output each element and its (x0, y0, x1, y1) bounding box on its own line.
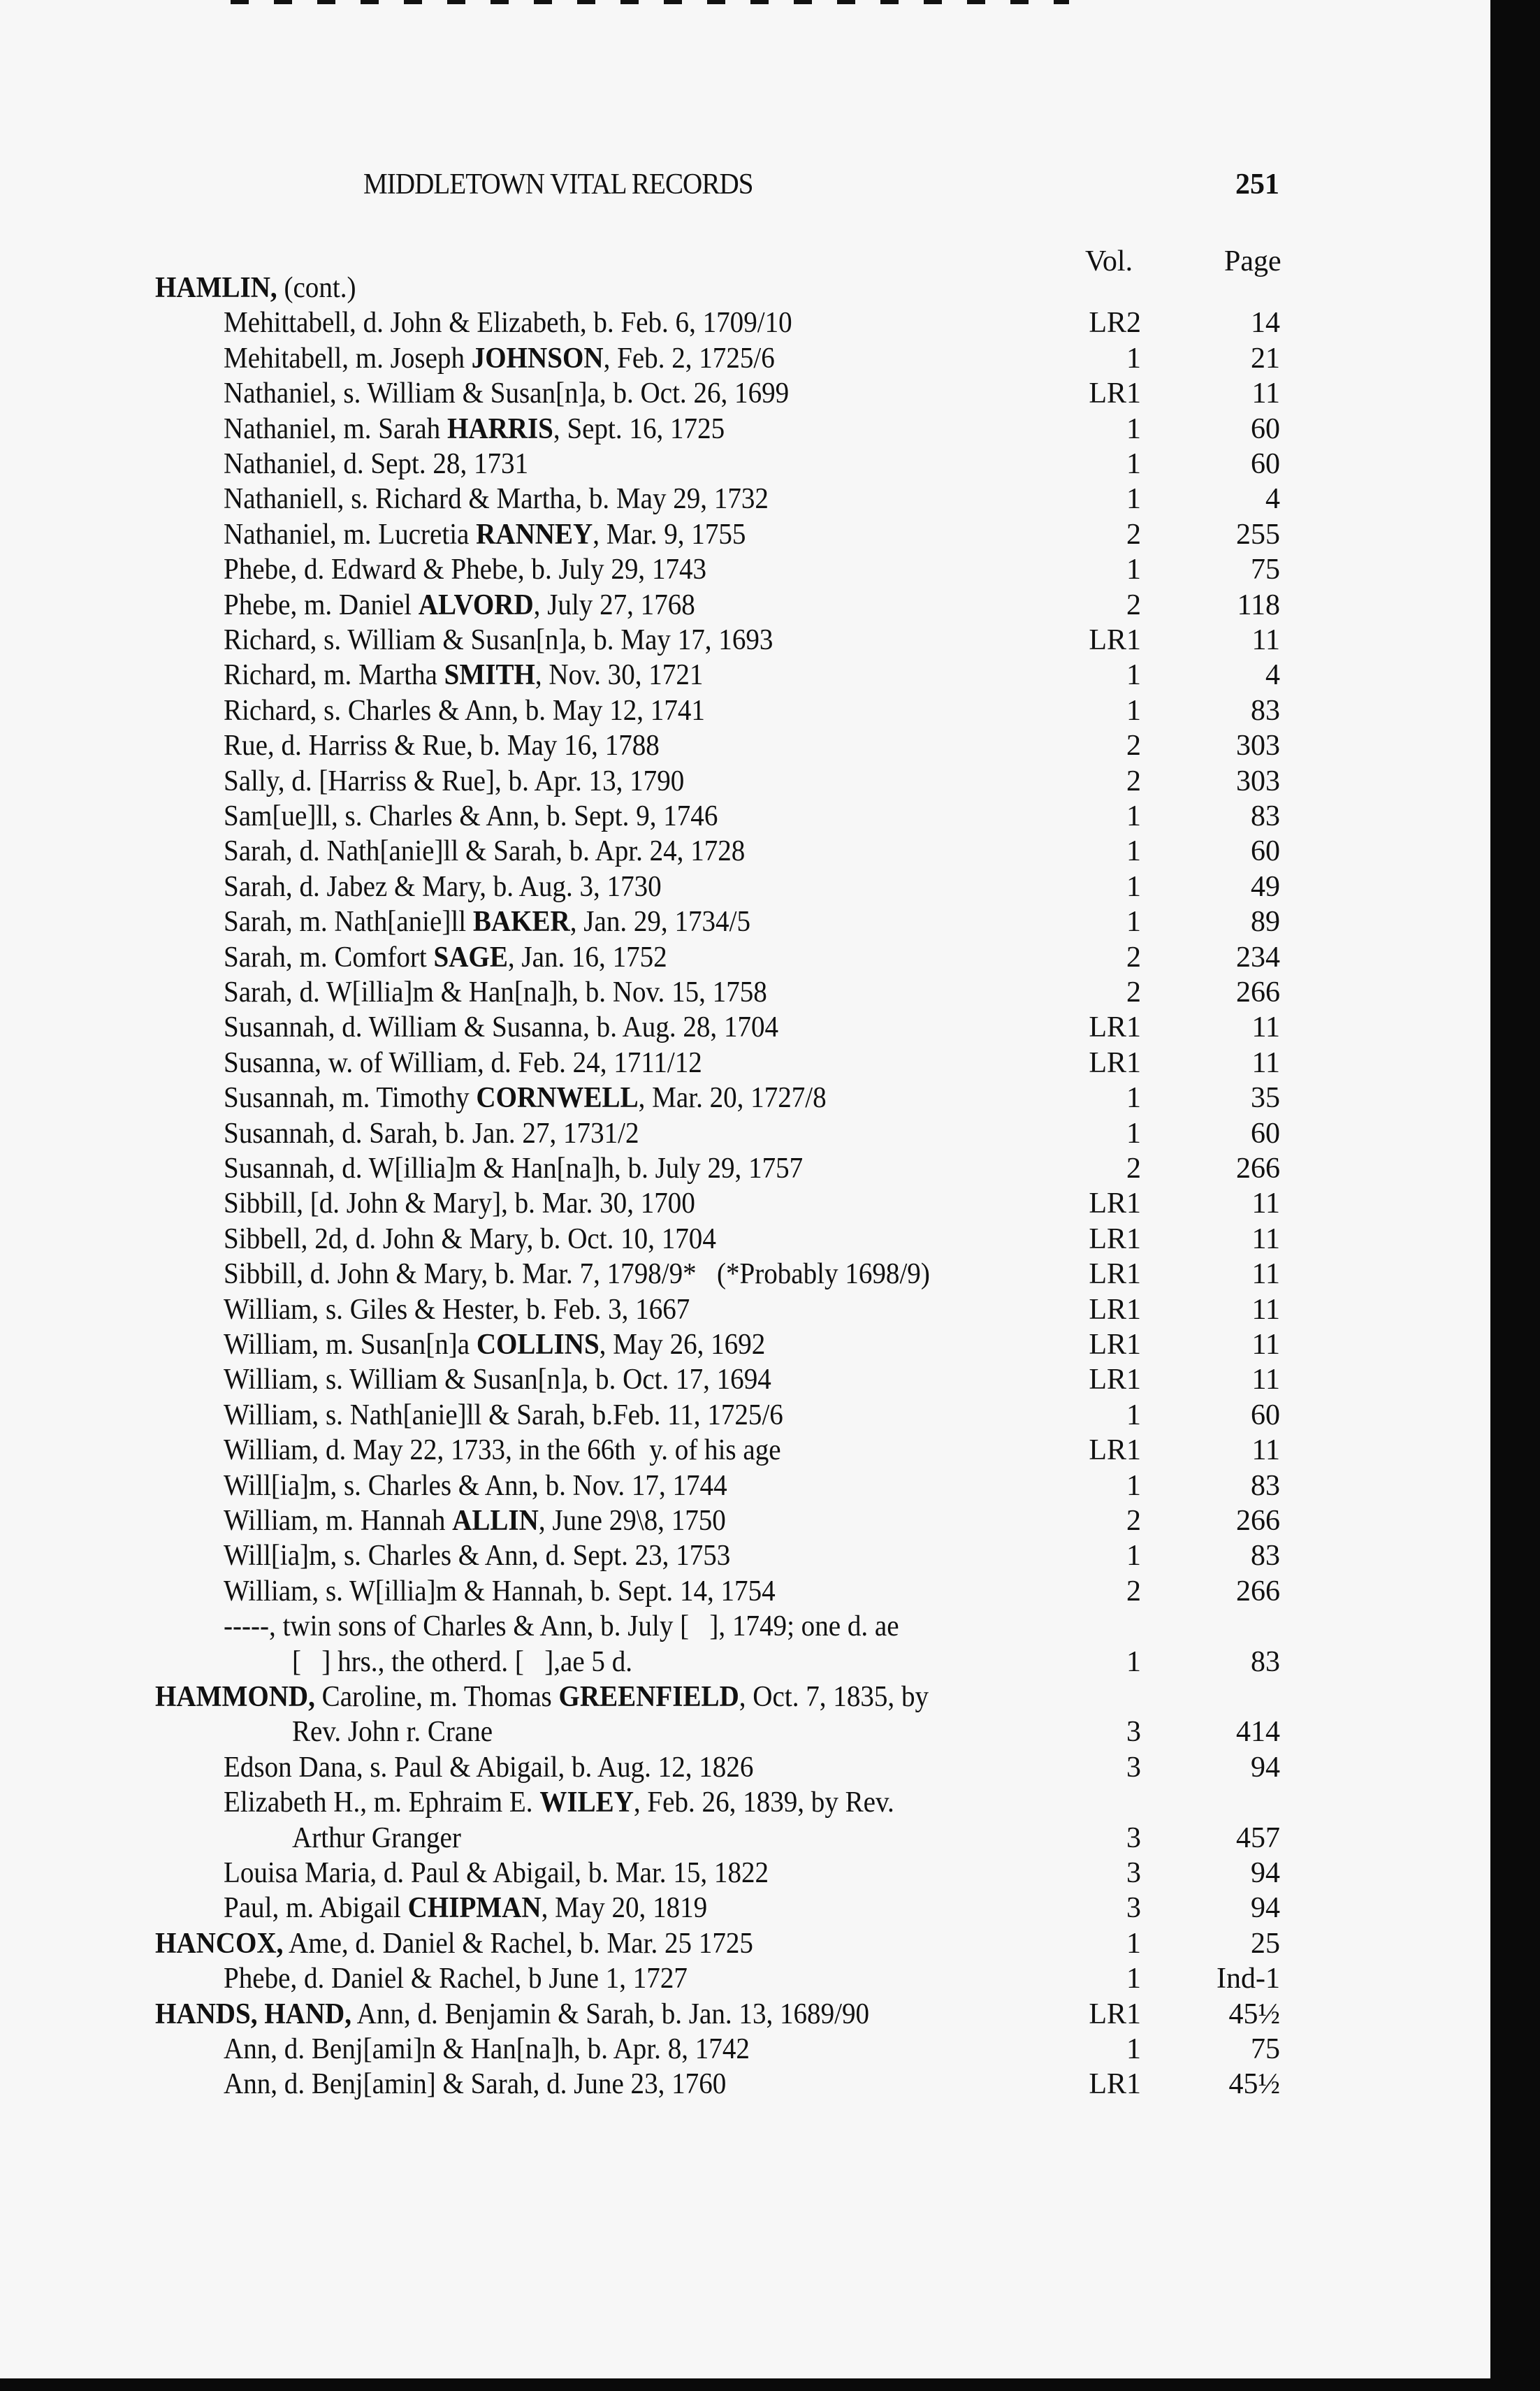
record-text (224, 1152, 803, 1185)
record-text-part: [ ] hrs., the otherd. [ ],ae 5 d. (292, 1645, 633, 1678)
record-row (0, 941, 1490, 976)
record-row (0, 1575, 1490, 1610)
record-text-part: Sibbill, [d. John & Mary], b. Mar. 30, 1700 (224, 1187, 695, 1220)
volume-cell: 1 (1126, 906, 1141, 939)
record-text-part: Nathaniel, m. Sarah (224, 412, 447, 445)
record-text-part: , June 29\8, 1750 (538, 1505, 726, 1537)
record-row (0, 658, 1490, 693)
page-cell: 303 (1236, 730, 1280, 763)
record-text (292, 1821, 461, 1855)
surname-bold: WILEY (539, 1786, 634, 1819)
volume-cell: 2 (1126, 1575, 1141, 1608)
record-text-part: , May 20, 1819 (541, 1892, 708, 1925)
record-text (224, 1363, 771, 1396)
record-row (0, 588, 1490, 623)
surname-bold: COLLINS (476, 1329, 600, 1361)
record-text (224, 694, 705, 728)
record-text-part: Richard, m. Martha (224, 659, 444, 692)
record-text-part: William, s. Nath[anie]ll & Sarah, b.Feb. 11, 1725/6 (224, 1399, 783, 1431)
record-text-part: Phebe, d. Edward & Phebe, b. July 29, 1743 (224, 554, 707, 586)
page-cell: 89 (1251, 906, 1280, 939)
surname-bold: SMITH (444, 659, 535, 692)
record-text (224, 1575, 776, 1608)
surname-bold: BAKER (472, 906, 570, 939)
record-text-part: Ann, d. Benjamin & Sarah, b. Jan. 13, 1689/90 (351, 1998, 870, 2030)
record-text (224, 1081, 827, 1115)
record-text (224, 765, 684, 798)
volume-cell: 1 (1126, 1927, 1141, 1960)
record-text (224, 1433, 781, 1467)
record-text (224, 623, 773, 657)
record-text-part: Sarah, m. Comfort (224, 941, 434, 974)
page-cell: 266 (1236, 1505, 1280, 1537)
record-text-part: Rue, d. Harriss & Rue, b. May 16, 1788 (224, 730, 660, 763)
volume-cell: 2 (1126, 588, 1141, 621)
page-cell: 457 (1236, 1821, 1280, 1854)
record-text (155, 1680, 929, 1714)
record-text-part: Richard, s. Charles & Ann, b. May 12, 1741 (224, 694, 705, 727)
surname-entry-row (0, 271, 1490, 306)
surname-bold: JOHNSON (471, 342, 604, 375)
volume-cell: 2 (1126, 941, 1141, 974)
record-text-part: , Nov. 30, 1721 (535, 659, 704, 692)
record-row (0, 835, 1490, 869)
record-text-part: Sarah, d. Nath[anie]ll & Sarah, b. Apr. 24, 1728 (224, 835, 746, 868)
record-text (155, 1927, 753, 1960)
record-row (0, 1504, 1490, 1539)
surname-bold: HAMMOND, (155, 1681, 315, 1713)
record-row (0, 1328, 1490, 1363)
record-text-part: , Jan. 16, 1752 (507, 941, 667, 974)
volume-cell: 2 (1126, 730, 1141, 763)
record-text-part: Elizabeth H., m. Ephraim E. (224, 1786, 540, 1819)
page-cell: 60 (1251, 835, 1280, 868)
record-text-part: Sibbill, d. John & Mary, b. Mar. 7, 1798/9* (*Probably 1698/9) (224, 1258, 930, 1291)
page-cell: 25 (1251, 1927, 1280, 1960)
record-row (0, 377, 1490, 412)
page-number: 251 (1235, 168, 1279, 201)
record-row (0, 1962, 1490, 1997)
record-row (0, 1433, 1490, 1468)
record-text-part: Susannah, d. William & Susanna, b. Aug. 28, 1704 (224, 1011, 779, 1044)
volume-cell: 3 (1126, 1892, 1141, 1925)
record-text (224, 1891, 707, 1925)
record-row (0, 800, 1490, 835)
record-text-part: Rev. John r. Crane (292, 1716, 493, 1749)
record-text-part: Arthur Granger (292, 1821, 461, 1854)
record-text (224, 1399, 783, 1432)
record-row (0, 306, 1490, 341)
surname-bold: CHIPMAN (407, 1892, 542, 1925)
record-text-part: William, d. May 22, 1733, in the 66th y. of his age (224, 1434, 781, 1467)
record-text-part: Susannah, m. Timothy (224, 1082, 477, 1115)
record-text-part: , Oct. 7, 1835, by (739, 1681, 929, 1713)
volume-cell: LR1 (1089, 1434, 1141, 1467)
page-cell: 11 (1251, 377, 1280, 410)
page-cell: 266 (1236, 976, 1280, 1009)
record-text-part: William, s. W[illia]m & Hannah, b. Sept. 14, 1754 (224, 1575, 776, 1608)
record-row (0, 623, 1490, 658)
record-row (0, 2067, 1490, 2102)
page-cell: 35 (1251, 1082, 1280, 1115)
page-cell: Ind-1 (1216, 1963, 1280, 1995)
page-cell: 60 (1251, 1117, 1280, 1150)
record-row (0, 1046, 1490, 1081)
volume-cell: 1 (1126, 554, 1141, 586)
surname-bold: HANCOX, (155, 1927, 284, 1960)
record-text (224, 1539, 730, 1573)
record-row (0, 1011, 1490, 1046)
page-cell: 60 (1251, 1399, 1280, 1431)
record-text (224, 2067, 726, 2101)
record-row (0, 870, 1490, 905)
surname-bold: HAMLIN, (155, 272, 277, 304)
column-header-page: Page (1224, 245, 1281, 277)
page-cell: 11 (1251, 1046, 1280, 1079)
record-row (0, 1222, 1490, 1257)
record-row (0, 1821, 1490, 1856)
record-text (224, 1962, 688, 1995)
volume-cell: LR1 (1089, 1046, 1141, 1079)
page-cell: 11 (1251, 1434, 1280, 1467)
record-row (0, 1293, 1490, 1328)
record-text (224, 412, 725, 446)
record-text-part: Sarah, m. Nath[anie]ll (224, 906, 473, 939)
page-cell: 11 (1251, 1187, 1280, 1220)
volume-cell: 2 (1126, 976, 1141, 1009)
record-text (292, 1715, 493, 1749)
volume-cell: 1 (1126, 448, 1141, 480)
page-cell: 83 (1251, 1645, 1280, 1678)
surname-bold: CORNWELL (476, 1082, 639, 1115)
page-cell: 83 (1251, 694, 1280, 727)
record-text (224, 835, 745, 868)
record-text (224, 306, 792, 340)
record-text (224, 447, 528, 481)
page-cell: 414 (1236, 1716, 1280, 1749)
surname-bold: SAGE (433, 941, 508, 974)
record-text-part: (cont.) (277, 272, 356, 304)
volume-cell: 1 (1126, 659, 1141, 692)
surname-bold: HARRIS (446, 412, 553, 445)
column-header-vol: Vol. (1085, 245, 1133, 277)
surname-entry-row (0, 1680, 1490, 1715)
record-text (224, 553, 706, 586)
page-cell: 11 (1251, 1329, 1280, 1361)
record-text-part: Nathaniel, m. Lucretia (224, 518, 477, 551)
record-row (0, 1715, 1490, 1750)
page-cell: 94 (1251, 1857, 1280, 1889)
volume-cell: 1 (1126, 342, 1141, 375)
page-cell: 94 (1251, 1751, 1280, 1784)
volume-cell: 1 (1126, 1117, 1141, 1150)
record-text (224, 941, 667, 974)
page-cell: 266 (1236, 1575, 1280, 1608)
volume-cell: 1 (1126, 483, 1141, 516)
record-text-part: William, m. Susan[n]a (224, 1329, 477, 1361)
volume-cell: LR1 (1089, 1293, 1141, 1326)
volume-cell: 1 (1126, 2033, 1141, 2065)
record-row (0, 1751, 1490, 1786)
scan-border-right (1490, 0, 1540, 2391)
surname-bold: HANDS, HAND, (155, 1998, 352, 2030)
record-text (224, 377, 789, 410)
volume-cell: 1 (1126, 800, 1141, 832)
record-text (224, 905, 750, 939)
record-text-part: William, s. William & Susan[n]a, b. Oct. 17, 1694 (224, 1364, 771, 1396)
record-text-part: William, s. Giles & Hester, b. Feb. 3, 1667 (224, 1293, 690, 1326)
volume-cell: 1 (1126, 835, 1141, 868)
record-row (0, 765, 1490, 800)
volume-cell: 1 (1126, 1082, 1141, 1115)
record-row (0, 1081, 1490, 1116)
record-text-part: Mehitabell, m. Joseph (224, 342, 472, 375)
volume-cell: 1 (1126, 1645, 1141, 1678)
volume-cell: 3 (1126, 1857, 1141, 1889)
page-cell: 11 (1251, 1011, 1280, 1044)
page-title: MIDDLETOWN VITAL RECORDS (363, 168, 753, 201)
record-text-part: , Feb. 2, 1725/6 (603, 342, 775, 375)
record-text (224, 1046, 702, 1080)
volume-cell: 2 (1126, 1505, 1141, 1537)
record-text-part: Phebe, m. Daniel (224, 588, 419, 621)
record-text (155, 1998, 869, 2031)
record-text (224, 1786, 894, 1819)
volume-cell: 2 (1126, 518, 1141, 551)
record-text (224, 1856, 769, 1890)
volume-cell: 1 (1126, 1399, 1141, 1431)
record-text (155, 271, 356, 305)
record-row (0, 1152, 1490, 1187)
record-text-part: Ann, d. Benj[ami]n & Han[na]h, b. Apr. 8, 1742 (224, 2033, 750, 2065)
page-cell: 118 (1237, 588, 1280, 621)
record-row (0, 1856, 1490, 1891)
surname-entry-row (0, 1998, 1490, 2032)
record-row (0, 694, 1490, 729)
record-text-part: Susanna, w. of William, d. Feb. 24, 1711/12 (224, 1046, 702, 1079)
record-text (224, 729, 660, 763)
page-cell: 11 (1251, 624, 1280, 656)
page-cell: 49 (1251, 870, 1280, 903)
page-cell: 83 (1251, 1540, 1280, 1573)
record-row (0, 447, 1490, 482)
volume-cell: LR1 (1089, 1011, 1141, 1044)
record-text (292, 1645, 632, 1679)
record-text-part: , Mar. 20, 1727/8 (638, 1082, 827, 1115)
page-cell: 60 (1251, 412, 1280, 445)
record-row (0, 2032, 1490, 2067)
record-text-part: Edson Dana, s. Paul & Abigail, b. Aug. 12, 1826 (224, 1751, 754, 1784)
record-text (224, 1187, 695, 1220)
record-row (0, 1645, 1490, 1680)
surname-bold: ALLIN (452, 1505, 539, 1537)
record-row (0, 342, 1490, 377)
record-row (0, 1187, 1490, 1222)
record-text-part: Mehittabell, d. John & Elizabeth, b. Feb. 6, 1709/10 (224, 307, 792, 340)
record-row (0, 976, 1490, 1011)
record-text-part: Sally, d. [Harriss & Rue], b. Apr. 13, 1790 (224, 765, 685, 797)
record-text-part: Nathaniel, d. Sept. 28, 1731 (224, 448, 529, 480)
volume-cell: LR1 (1089, 377, 1141, 410)
record-text-part: William, m. Hannah (224, 1505, 453, 1537)
record-text (224, 1222, 716, 1256)
record-text-part: Richard, s. William & Susan[n]a, b. May 17, 1693 (224, 624, 773, 656)
volume-cell: 1 (1126, 870, 1141, 903)
page-cell: 303 (1236, 765, 1280, 797)
volume-cell: LR1 (1089, 1222, 1141, 1255)
volume-cell: 1 (1126, 694, 1141, 727)
page-cell: 94 (1251, 1892, 1280, 1925)
record-text (224, 2032, 750, 2066)
record-text-part: Susannah, d. W[illia]m & Han[na]h, b. July 29, 1757 (224, 1153, 804, 1185)
record-row (0, 1399, 1490, 1433)
page-cell: 11 (1251, 1293, 1280, 1326)
record-text (224, 1011, 778, 1044)
record-row (0, 1469, 1490, 1504)
page-cell: 45½ (1228, 1998, 1280, 2030)
record-text (224, 1504, 726, 1538)
surname-bold: ALVORD (418, 588, 534, 621)
record-text-part: Sibbell, 2d, d. John & Mary, b. Oct. 10, 1704 (224, 1222, 716, 1255)
record-row (0, 1786, 1490, 1821)
record-row (0, 1891, 1490, 1926)
scan-edge-marks (231, 0, 1069, 4)
surname-entry-row (0, 1927, 1490, 1962)
page-cell: 11 (1251, 1364, 1280, 1396)
record-text-part: , Mar. 9, 1755 (593, 518, 746, 551)
record-text (224, 1469, 727, 1503)
record-text (224, 1117, 639, 1150)
record-text (224, 1751, 753, 1784)
volume-cell: 2 (1126, 765, 1141, 797)
record-row (0, 729, 1490, 764)
record-text (224, 1328, 765, 1361)
record-text (224, 800, 718, 833)
volume-cell: 1 (1126, 412, 1141, 445)
page-cell: 255 (1236, 518, 1280, 551)
page-cell: 45½ (1228, 2068, 1280, 2101)
record-row (0, 1117, 1490, 1152)
record-text-part: Sam[ue]ll, s. Charles & Ann, b. Sept. 9, 1746 (224, 800, 718, 832)
record-row (0, 482, 1490, 517)
page-cell: 266 (1236, 1153, 1280, 1185)
record-row (0, 1257, 1490, 1292)
record-text-part: Phebe, d. Daniel & Rachel, b June 1, 1727 (224, 1963, 688, 1995)
record-row (0, 1363, 1490, 1398)
page-cell: 83 (1251, 1469, 1280, 1502)
volume-cell: 2 (1126, 1153, 1141, 1185)
record-text-part: Louisa Maria, d. Paul & Abigail, b. Mar. 15, 1822 (224, 1857, 769, 1889)
surname-bold: RANNEY (476, 518, 593, 551)
record-text (224, 482, 769, 516)
page-cell: 234 (1236, 941, 1280, 974)
surname-bold: GREENFIELD (558, 1681, 739, 1713)
record-text (224, 870, 662, 904)
record-text-part: Ame, d. Daniel & Rachel, b. Mar. 25 1725 (283, 1927, 753, 1960)
record-text (224, 1293, 690, 1327)
record-text-part: , Feb. 26, 1839, by Rev. (633, 1786, 894, 1819)
record-text-part: Will[ia]m, s. Charles & Ann, d. Sept. 23, 1753 (224, 1540, 731, 1573)
record-row (0, 553, 1490, 588)
record-text (224, 342, 775, 375)
page-cell: 11 (1251, 1258, 1280, 1291)
record-text-part: Nathaniel, s. William & Susan[n]a, b. Oct. 26, 1699 (224, 377, 790, 410)
page-cell: 4 (1265, 659, 1280, 692)
volume-cell: 1 (1126, 1540, 1141, 1573)
page-cell: 4 (1265, 483, 1280, 516)
volume-cell: LR1 (1089, 1998, 1141, 2030)
volume-cell: LR1 (1089, 1258, 1141, 1291)
record-text (224, 1257, 930, 1291)
page-cell: 60 (1251, 448, 1280, 480)
page-cell: 14 (1251, 307, 1280, 340)
record-text-part: Will[ia]m, s. Charles & Ann, b. Nov. 17, 1744 (224, 1469, 727, 1502)
record-text (224, 588, 695, 622)
record-text-part: Paul, m. Abigail (224, 1892, 408, 1925)
record-row (0, 412, 1490, 447)
volume-cell: 3 (1126, 1821, 1141, 1854)
page-cell: 75 (1251, 554, 1280, 586)
page-cell: 11 (1251, 1222, 1280, 1255)
record-row (0, 518, 1490, 553)
record-text-part: Sarah, d. W[illia]m & Han[na]h, b. Nov. 15, 1758 (224, 976, 767, 1009)
record-text-part: Nathaniell, s. Richard & Martha, b. May 29, 1732 (224, 483, 769, 516)
page-cell: 21 (1251, 342, 1280, 375)
record-text-part: -----, twin sons of Charles & Ann, b. July [ ], 1749; one d. ae (224, 1610, 899, 1643)
record-text-part: Susannah, d. Sarah, b. Jan. 27, 1731/2 (224, 1117, 639, 1150)
record-text-part: , Sept. 16, 1725 (553, 412, 725, 445)
record-text (224, 658, 703, 692)
volume-cell: 3 (1126, 1716, 1141, 1749)
volume-cell: LR1 (1089, 1329, 1141, 1361)
record-row (0, 1610, 1490, 1645)
record-text-part: Ann, d. Benj[amin] & Sarah, d. June 23, 1760 (224, 2068, 727, 2101)
volume-cell: 1 (1126, 1469, 1141, 1502)
record-text-part: , Jan. 29, 1734/5 (569, 906, 750, 939)
volume-cell: 3 (1126, 1751, 1141, 1784)
record-text (224, 1610, 899, 1643)
volume-cell: LR2 (1089, 307, 1141, 340)
volume-cell: 1 (1126, 1963, 1141, 1995)
record-row (0, 905, 1490, 940)
volume-cell: LR1 (1089, 624, 1141, 656)
record-text (224, 518, 746, 551)
page-cell: 75 (1251, 2033, 1280, 2065)
record-text-part: , July 27, 1768 (533, 588, 695, 621)
record-row (0, 1539, 1490, 1574)
volume-cell: LR1 (1089, 1364, 1141, 1396)
volume-cell: LR1 (1089, 1187, 1141, 1220)
page-cell: 83 (1251, 800, 1280, 832)
record-text-part: Caroline, m. Thomas (314, 1681, 559, 1713)
record-text (224, 976, 767, 1009)
volume-cell: LR1 (1089, 2068, 1141, 2101)
record-text-part: Sarah, d. Jabez & Mary, b. Aug. 3, 1730 (224, 870, 662, 903)
scan-border-bottom (0, 2378, 1540, 2391)
record-text-part: , May 26, 1692 (599, 1329, 766, 1361)
